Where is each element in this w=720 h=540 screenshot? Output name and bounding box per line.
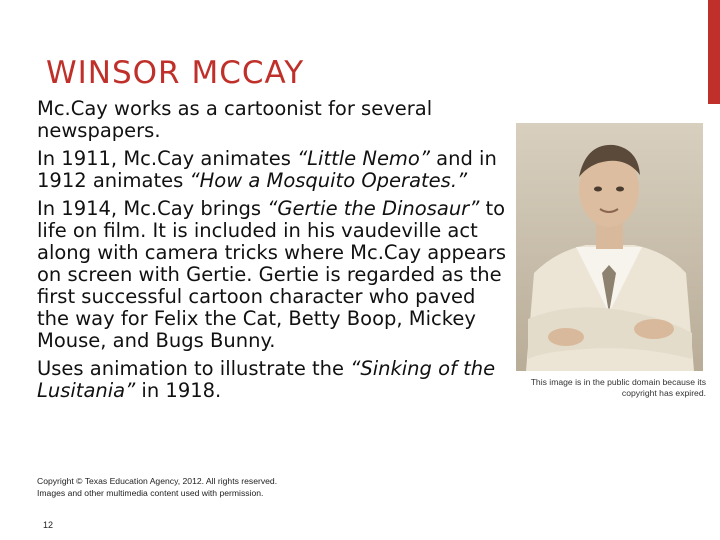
body-text-run: and in 1912 animates xyxy=(37,147,497,192)
body-text-run: Uses animation to illustrate the xyxy=(37,357,351,380)
body-text-run: In 1911, Mc.Cay animates xyxy=(37,147,298,170)
body-text-run: in 1918. xyxy=(135,379,222,402)
body-paragraph xyxy=(37,148,507,192)
body-text-run: Mc.Cay works as a cartoonist for several newspapers. xyxy=(37,97,433,142)
italic-title-text: “How a Mosquito Operates.” xyxy=(189,169,468,192)
italic-title-text: “Sinking of the Lusitania” xyxy=(37,357,496,402)
italic-title-text: “Gertie the Dinosaur” xyxy=(267,197,480,220)
portrait-photo xyxy=(516,123,703,371)
body-paragraph xyxy=(37,358,507,402)
body-paragraph xyxy=(37,98,507,142)
copyright-notice: Copyright © Texas Education Agency, 2012. All rights reserved. Images and other multimedia content used with permission. xyxy=(37,476,278,498)
slide-title: WINSOR MCCAY xyxy=(46,54,305,91)
photo-caption: This image is in the public domain because its copyright has expired. xyxy=(530,377,706,398)
body-text-run: to life on film. It is included in his vaudeville act along with camera tricks where Mc.Cay appears on screen with Gertie. Gertie is regarded as the first successful cartoon character who paved the way for Felix the Cat, Betty Boop, Mickey Mouse, and Bugs Bunny. xyxy=(37,197,507,352)
accent-bar xyxy=(708,0,720,104)
body-paragraph xyxy=(37,198,507,352)
slide-body-text xyxy=(37,98,507,408)
page-number: 12 xyxy=(43,520,54,530)
body-text-run: In 1914, Mc.Cay brings xyxy=(37,197,268,220)
italic-title-text: “Little Nemo” xyxy=(297,147,430,170)
